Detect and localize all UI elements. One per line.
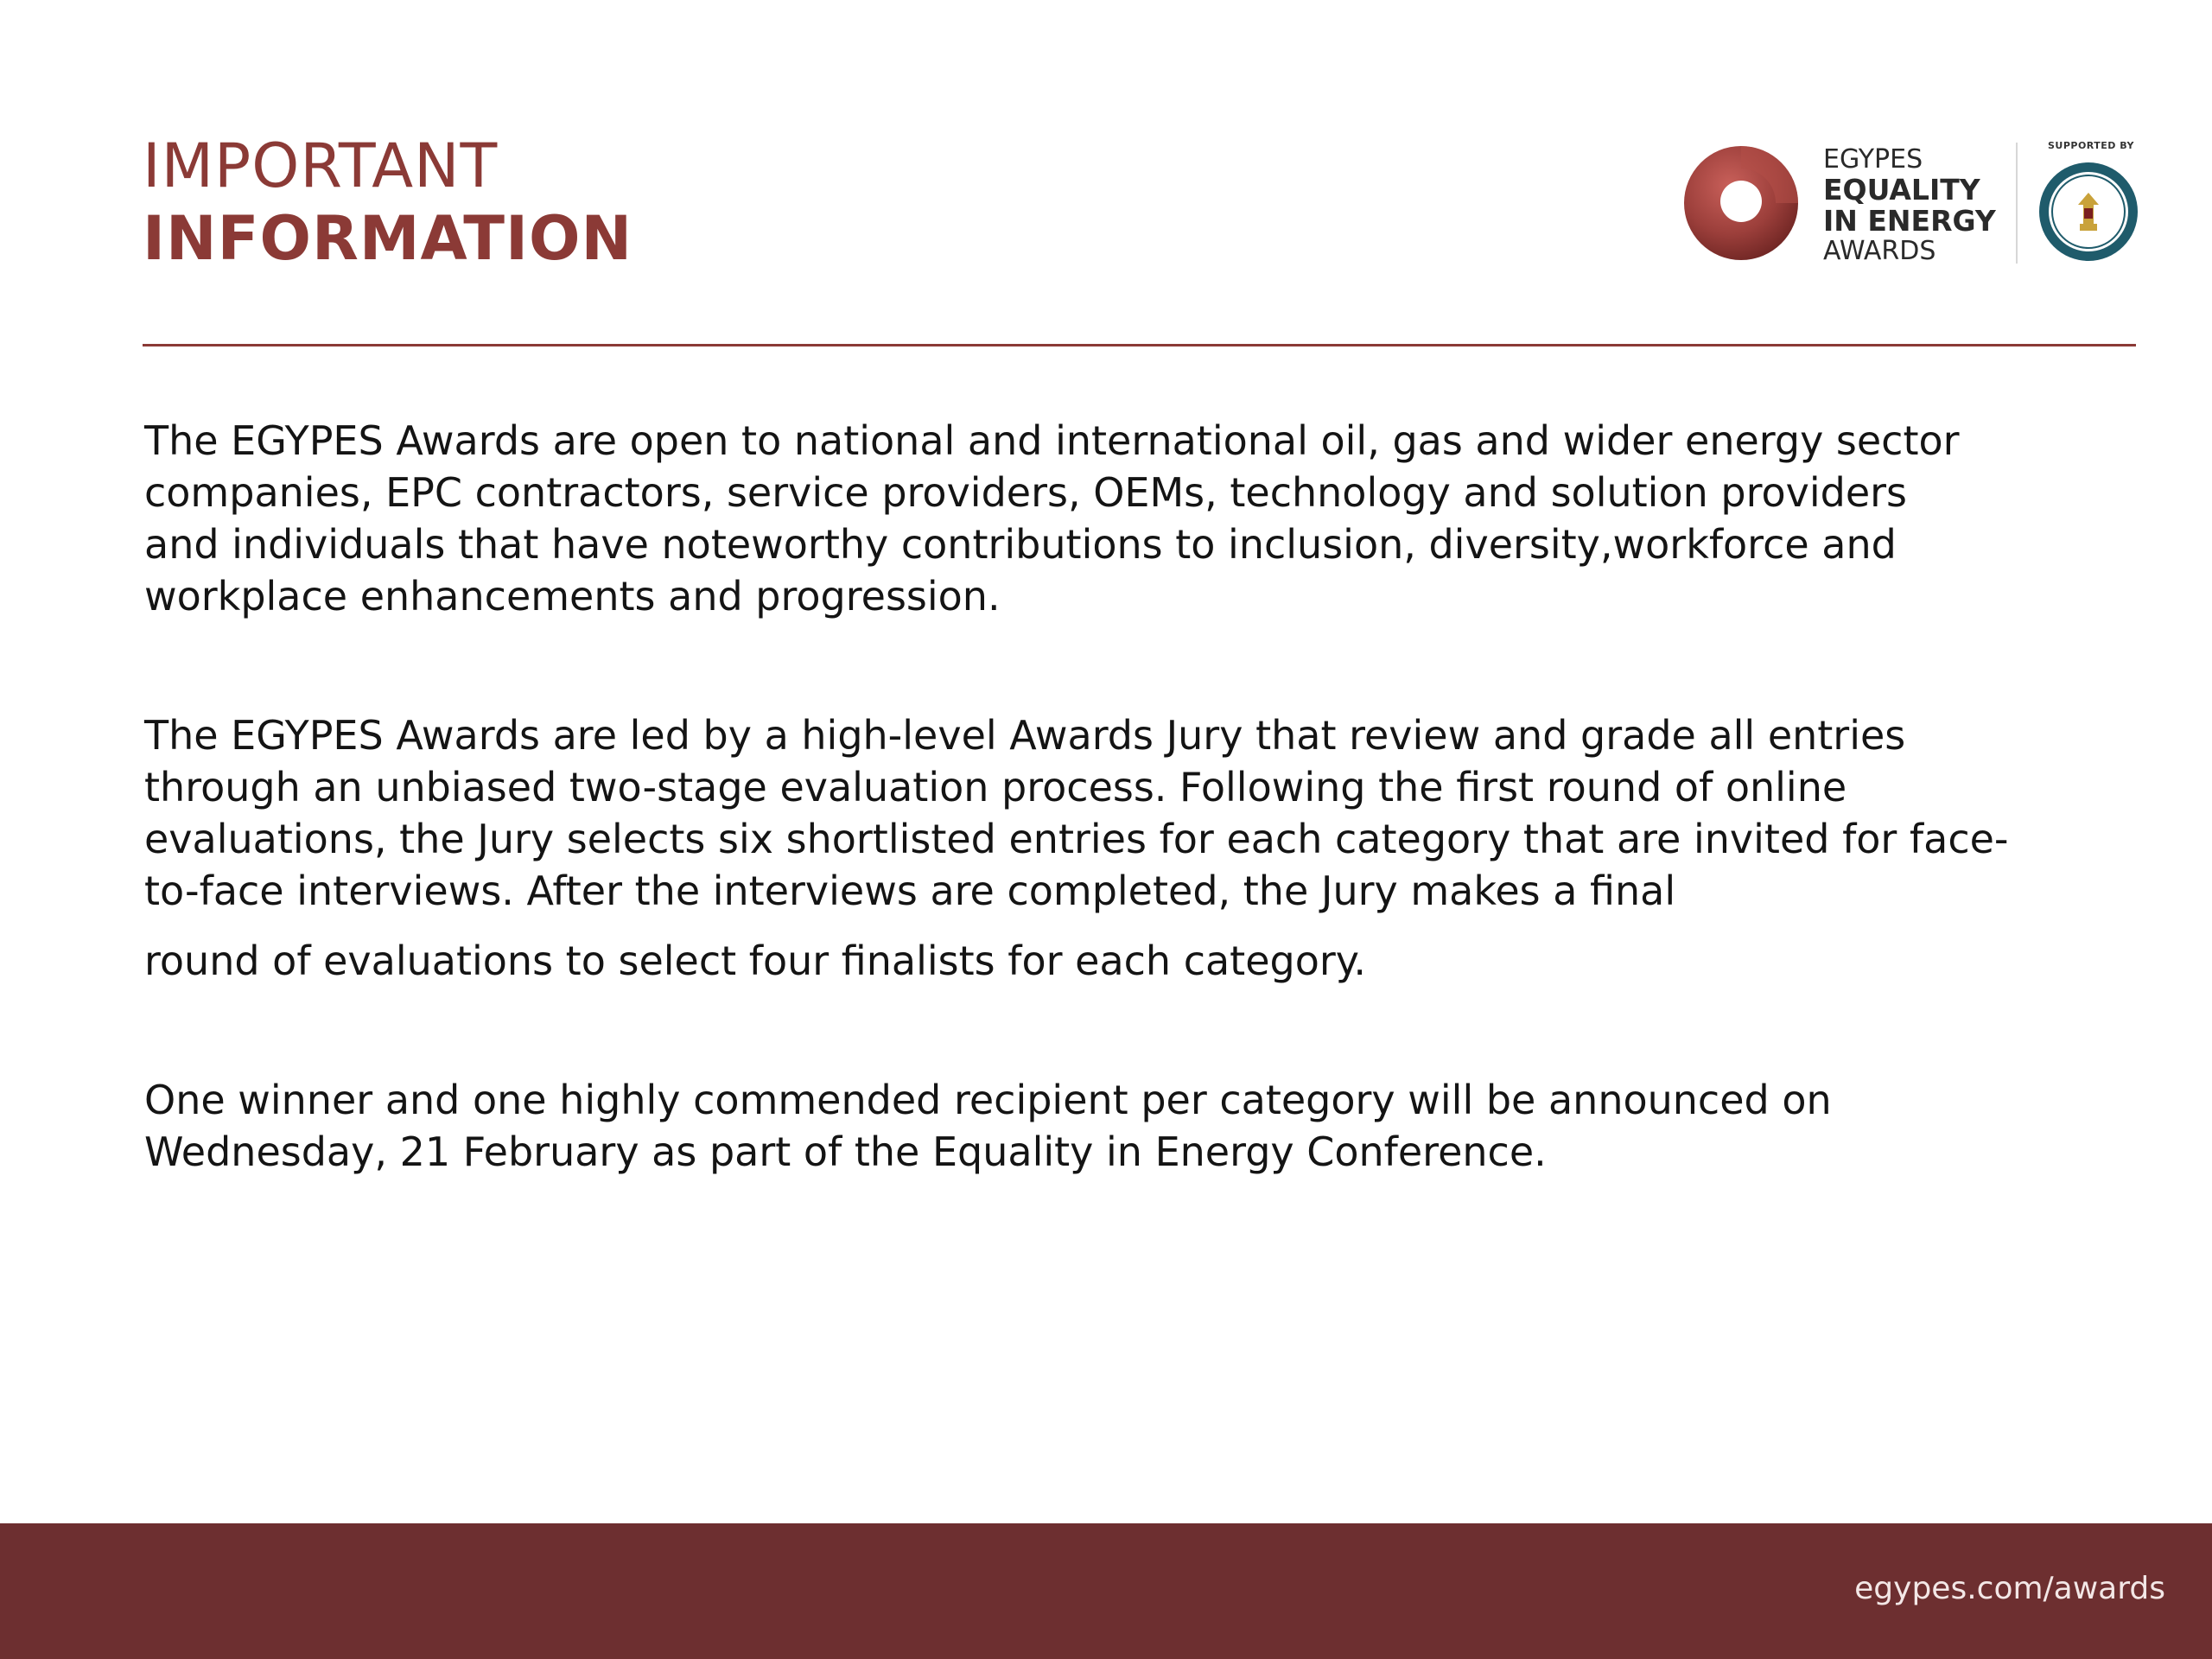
footer-website-link[interactable]: egypes.com/awards (1854, 1571, 2165, 1606)
paragraph-jury-process (144, 709, 2149, 917)
logo-text-in-energy: IN ENERGY (1823, 204, 1996, 238)
logo-text-equality: EQUALITY (1823, 173, 1980, 207)
egypes-ring-logo-icon (1681, 143, 1802, 264)
logo-text-egypes: EGYPES (1823, 144, 1923, 175)
paragraph-winners (144, 1074, 2149, 1178)
logo-text-awards: AWARDS (1823, 236, 1936, 266)
logo-wordmark (1823, 145, 1996, 266)
footer-bar (0, 1523, 2212, 1659)
text-line: round of evaluations to select four finalists for each category. (144, 938, 1367, 984)
header-divider (143, 344, 2136, 346)
title-line-information: INFORMATION (143, 203, 633, 274)
text-line: Wednesday, 21 February as part of the Equality in Energy Conference. (144, 1128, 1547, 1175)
ministry-seal-icon (2037, 160, 2140, 264)
text-line: and individuals that have noteworthy contributions to inclusion, diversity,workforce and (144, 521, 1897, 568)
logo-divider (2016, 143, 2018, 264)
title-line-important: IMPORTANT (143, 130, 499, 201)
egypes-awards-logo (1681, 138, 2147, 268)
text-line: The EGYPES Awards are led by a high-level Awards Jury that review and grade all entries (144, 712, 1906, 759)
text-line: workplace enhancements and progression. (144, 573, 1001, 620)
text-line: through an unbiased two-stage evaluation process. Following the first round of online (144, 764, 1847, 810)
text-line: companies, EPC contractors, service providers, OEMs, technology and solution providers (144, 469, 1907, 516)
text-line: The EGYPES Awards are open to national and international oil, gas and wider energy sector (144, 417, 1960, 464)
text-line: to-face interviews. After the interviews are completed, the Jury makes a final (144, 868, 1676, 914)
paragraph-eligibility (144, 415, 2149, 622)
text-line: evaluations, the Jury selects six shortlisted entries for each category that are invited for face- (144, 816, 2009, 862)
page-title (143, 130, 632, 275)
supported-by-label: SUPPORTED BY (2047, 140, 2135, 151)
paragraph-finalists (144, 935, 2149, 987)
text-line: One winner and one highly commended recipient per category will be announced on (144, 1077, 1832, 1123)
